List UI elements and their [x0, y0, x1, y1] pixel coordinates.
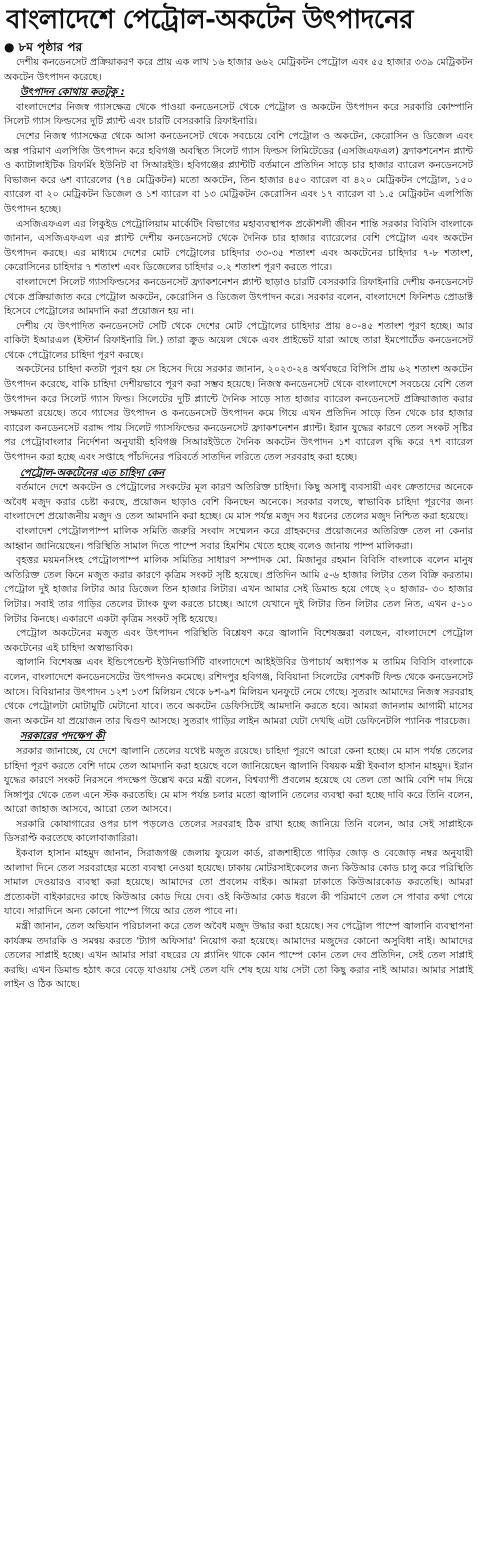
paragraph: বাংলাদেশ পেট্রোলপাম্প মালিক সমিতি জরুরি সংবাদ সম্মেলন করে গ্রাহকদের প্রয়োজনের অতিরিক্ত তেল না কেনার আহ্বান জানিয়েছেন। পরিস্থিতি সামাল দিতে পাম্পে সবার হিমশিম খেতে হচ্ছে বলেও জানায় পাম্প মালিকরা।	[4, 526, 473, 552]
paragraph: বাংলাদেশের নিজস্ব গ্যাসক্ষেত্র থেকে পাওয়া কনডেনসেট থেকে পেট্রোল ও অকটেন উৎপাদন করে সরকারি কোম্পানি সিলেট গ্যাস ফিল্ডসের দুটি প্ল্যান্ট এবং চারটি বেসরকারি রিফাইনারি।	[4, 101, 473, 128]
paragraph: মন্ত্রী জানান, তেল অভিযান পরিচালনা করে তেল অবৈধ মজুদ উদ্ধার করা হয়েছে। সব পেট্রোল পাম্পে জ্বালানি ব্যবস্থাপনা কার্যক্রম তদারকি ও সমন্বয় করতে 'ট্যাগ অফিসার' নিয়োগ করা হয়েছে। আমাদের মজুদের কোনো অসুবিধা নাই। আমাদের তেলের সাপ্লাই হচ্ছে। এখন আমার সারা বছরের যে প্ল্যানিং থাকে কোন পাম্পে কোন তেল দেব প্রতিদিন, সেই তেল সাপ্লাই করছি। এখন ডিমান্ড হঠাৎ করে বেড়ে যাওয়ায় সেই তেল যদি শেষ হয়ে যায় সেটা তো কিছু করার নাই আমার। আমার সাপ্লাই লাইন ও ঠিক আছে।	[4, 921, 473, 991]
paragraph: ইকবাল হাসান মাহমুদ জানান, সিরাজগঞ্জ জেলায় ফুয়েল কার্ড, রাজশাহীতে গাড়ির জোড় ও বেজোড় নম্বর অনুযায়ী আলাদা দিনে তেল সরবরাহের মতো ব্যবস্থা নেওয়া হয়েছে। ঢাকায় মোটরসাইকেলের জন্য কিউআর কোড চালু করে পরিস্থিতি সামাল দেওয়ারও ব্যবস্থা করা হয়েছে। আমাদের তো প্রবলেম বাইক। আমরা ঢাকাতে কিউআরকোড করতেছি। আমরা প্রত্যেকটা বাইকারদের কাছে কিউআর কোড দিয়ে দেব। ওই কিউআর কোড ধরলে কী পরিমাণে তেল সে পাবার কথা পেয়ে যাবে। সারাদিনে অন্য কোনো পাম্পে গিয়ে আর তেল পাবে না।	[4, 848, 473, 918]
paragraph: পেট্রোল অকটেনের মজুত এবং উৎপাদন পরিস্থিতি বিশ্লেষণ করে জ্বালানি বিশেষজ্ঞরা বলছেন, বাংলাদেশে পেট্রোল অকটেনের এই চাহিদা অস্বাভাবিক।	[4, 628, 473, 654]
paragraph: দেশীয় কনডেনসেট প্রক্রিয়াকরণ করে প্রায় এক লাখ ১৬ হাজার ৬৬২ মেট্রিকটন পেট্রোল এবং ৫৫ হাজার ৩৩৯ মেট্রিকটন অকটেন উৎপাদন করেছে।	[4, 57, 473, 83]
subheading-production: উৎপাদন কোথায় কতটুকু :	[20, 87, 125, 99]
subheading-demand: পেট্রোল-অকটেনের এত চাহিদা কেন	[20, 467, 165, 479]
paragraph: দেশীয় যে উৎপাদিত কনডেনসেট সেটি থেকে দেশের মোট পেট্রোলের চাহিদার প্রায় ৪০-৪৫ শতাংশ পূরণ হচ্ছে। আর বাকিটা ইআরএল (ইস্টার্ন রিফাইনারি লি.) তারা ক্রুড অয়েল থেকে এবং প্রাইভেট যারা আছে তারা ইমপোর্টেড কনডেনসেট থেকে পেট্রোলের চাহিদা পূরণ করছে।	[4, 320, 473, 361]
paragraph: বাংলাদেশে সিলেট গ্যাসফিল্ডসের কনডেনসেট ফ্র্যাকশনেশন প্ল্যান্ট ছাড়াও চারটি বেসরকারি রিফাইনারি দেশীয় কনডেনসেট থেকে প্রক্রিয়াজাত করে পেট্রোল অকটেন, কেরোসিন ও ডিজেল উৎপাদন করে। সরকার বলেন, বাংলাদেশে ফিনিশড প্রোডাক্ট হিসেবে পেট্রোলের আমদানি করা প্রয়োজন হয় না।	[4, 276, 473, 318]
bullet-icon: ●	[4, 40, 15, 54]
paragraph: এসজিএফএল এর লিকুইড পেট্রোলিয়াম মার্কেটিং বিভাগের মহাব্যবস্থাপক প্রকৌশলী জীবন শান্তি সরকার বিবিসি বাংলাকে জানান, এসজিএফএল এর প্ল্যান্ট দেশীয় কনডেনসেট থেকে দৈনিক চার হাজার ব্যারেলের বেশি পেট্রোল এবং অকটেন উৎপাদন করছে। এর মাধ্যমে দেশের মোট পেট্রোলের চাহিদার ৩৩-৩৫ শতাংশ এবং অকটেনের চাহিদার ৭-৮ শতাংশ, কেরোসিনের চাহিদার ৭ শতাংশ এবং ডিজেলের চাহিদার ০.২ শতাংশ পূরণ করতে পারে।	[4, 218, 473, 274]
paragraph: সরকার জানাচ্ছে, যে দেশে জ্বালানি তেলের যথেষ্ট মজুত রয়েছে। চাহিদা পূরণে আরো কেনা হচ্ছে। মে মাস পর্যন্ত তেলের চাহিদা পূরণ করতে বেশি দামে তেল আমদানি করা হয়েছে বলে জানিয়েছেন জ্বালানি বিষয়ক মন্ত্রী ইকবাল হাসান মাহমুদ। ইরান যুদ্ধের কারণে সংকট নিরসনে পদক্ষেপ উল্লেখ করে মন্ত্রী বলেন, বিশ্বব্যাপী প্রবলেম হয়েছে যে তেল তো আমি বেশি দাম দিয়ে সিঙ্গাপুর থেকে তেল এনে স্টক করতেছি। মে মাস পর্যন্ত চলার মতো জ্বালানি তেলের ব্যবস্থা করা হচ্ছে দাবি করে তিনি বলেন, আরো জাহাজ আসবে, আরো তেল আসবে।	[4, 745, 473, 816]
subheading-government-steps: সরকারের পদক্ষেপ কী	[20, 731, 105, 743]
article-body	[0, 56, 478, 993]
paragraph: জ্বালানি বিশেষজ্ঞ এবং ইন্ডিপেন্ডেন্ট ইউনিভার্সিটি বাংলাদেশে আইইউবির উপাচার্য অধ্যাপক ম তামিম বিবিসি বাংলাকে বলেন, বাংলাদেশে কনডেনসেটের উৎপাদনও কমেছে। রশিদপুর হবিগঞ্জ, বিবিয়ানা সিলেটের বেশকটি ফিল্ড থেকে কনডেনসেট আসে। বিবিয়ানার উৎপাদন ১২শ ১৩শ মিলিয়ন থেকে ৮শ-৯শ মিলিয়ন ঘনফুটে নেমে গেছে। সুতরাং আমাদের নিজস্ব সরবরাহ থেকে পেট্রোলটা মোটামুটি মেটানো যাবে। তবে অকটেন ডেফিসিটেই আমদানি করতে হবে। আমরা জানলাম আগামী মাসের জন্য অকটেন যা প্রয়োজন তার দ্বিগুণ আসছে। সুতরাং গাড়ির লাইন আমরা যেটা দেখছি এটা ডেফিনেটলি প্যানিক পারচেজ।	[4, 657, 473, 727]
paragraph: সরকারি কোষাগারের ওপর চাপ পড়লেও তেলের সরবরাহ ঠিক রাখা হচ্ছে জানিয়ে তিনি বলেন, আর সেই সাপ্লাইকে ডিসরাপ্ট করতেছে কালোবাজারিরা।	[4, 818, 473, 845]
headline: বাংলাদেশে পেট্রোল-অকটেন উৎপাদনের	[6, 5, 414, 35]
paragraph: বৃহত্তর ময়মনসিংহ পেট্রোলপাম্প মালিক সমিতির সাধারণ সম্পাদক মো. মিজানুর রহমান বিবিসি বাংলাকে বলেন মানুষ অতিরিক্ত তেল কিনে মজুত করার কারণে কৃত্রিম সংকট সৃষ্টি হয়েছে। প্রতিদিন আমি ৫-৬ হাজার লিটার তেল বিক্রি করতাম। পেট্রোল দুই হাজার লিটার আর ডিজেল তিন হাজার লিটার। এখন আমার সেই ডিমান্ড হয়ে গেছে ২০ হাজার- ৩০ হাজার লিটার। সবাই তার গাড়ির তেলের ট্যাংক ফুল করতে চাচ্ছে। আগে যেখানে দুই লিটার তিন লিটার তেল নিত, এখন ৫-১০ লিটার কিনছে। একারণে একটা কৃত্রিম সংকট সৃষ্টি হয়েছে।	[4, 555, 473, 625]
continuation-line	[4, 39, 478, 55]
continuation-text: ৮ম পৃষ্ঠার পর	[18, 40, 83, 54]
paragraph: দেশের নিজস্ব গ্যাসক্ষেত্র থেকে আসা কনডেনসেট থেকে সবচেয়ে বেশি পেট্রোল ও অকটেন, কেরোসিন ও ডিজেল এবং অল্প পরিমাণ এলপিজি উৎপাদন করে হবিগঞ্জ অবস্থিত সিলেট গ্যাস ফিল্ডস লিমিটেডের (এসজিএফএল) ফ্র্যাকশনেশন প্ল্যান্ট ও ক্যাটালাইটিক রিফর্মিং ইউনিট বা সিআরইউ। হবিগঞ্জের প্ল্যান্টটি বর্তমানে প্রতিদিন সাড়ে চার হাজার ব্যারেল কনডেনসেট বিভাজন করে ৬শ ব্যারেলের (৭৪ মেট্রিকটন) মতো অকটেন, তিন হাজার ৪৫০ ব্যারেল বা ৪২০ মেট্রিকটন পেট্রোল, ১৫০ ব্যারেল বা ২০ মেট্রিকটন ডিজেল ও ১শ ব্যারেল বা ১৩ মেট্রিকটন কেরোসিন এবং ১৭ ব্যারেল বা ১.৫ মেট্রিকটন এলপিজি উৎপাদন হচ্ছে।	[4, 130, 473, 215]
paragraph: বর্তমানে দেশে অকটেন ও পেট্রোলের সংকটের মূল কারণ অতিরিক্ত চাহিদা। কিছু অসাধু ব্যবসায়ী এবং ক্রেতাদের অনেকে অবৈধ মজুদ করার চেষ্টা করছে, প্রয়োজন ছাড়াও বেশি কিনছেন অনেকে। সরকার বলছে, স্বাভাবিক চাহিদা পূরণের জন্য বাংলাদেশে প্রয়োজনীয় মজুদ ও তেল আমদানি করা হচ্ছে। মে মাস পর্যন্ত মজুদ সব ধরনের তেলের মজুদ নিশ্চিত করা হয়েছে।	[4, 482, 473, 523]
paragraph: অকটেনের চাহিদা কতটা পূরণ হয় সে হিসেব দিয়ে সরকার জানান, ২০২৩-২৪ অর্থবছরে বিপিসি প্রায় ৬২ শতাংশ অকটেন উৎপাদন করেছে, বাকি চাহিদা দেশীয়ভাবে পূরণ করা সম্ভব হয়েছে। নিজস্ব কনডেনসেট থেকে বাংলাদেশে সবচেয়ে বেশি তেল উৎপাদন করে সিলেট গ্যাস ফিল্ড। সিলেটের দুটি প্ল্যান্টে দৈনিক সাড়ে সাত হাজার ব্যারেল কনডেনসেট প্রক্রিয়াজাত করার সক্ষমতা রয়েছে। তবে গ্যাসের উৎপাদন ও কনডেনসেট উৎপাদন কমে গিয়ে এখন প্রতিদিন সাড়ে তিন থেকে চার হাজার ব্যারেল কনডেনসেট বরাদ্দ পায় সিলেট গ্যাসফিল্ডের কনডেনসেট ফ্র্যাকশনেশন প্ল্যান্ট। ইরান যুদ্ধের কারণে তেল সংকট সৃষ্টির পর পেট্রোবাংলার নির্দেশনা অনুযায়ী হবিগঞ্জ সিআরইউতে দৈনিক অকটেন উৎপাদন ১শ ব্যারেল বৃদ্ধি করে ৭শ ব্যারেল উৎপাদন করা হচ্ছে এবং সপ্তাহে পাঁচদিনের পরিবর্তে সাতদিন লরিতে তেল সরবরাহ করা হচ্ছে।	[4, 364, 473, 464]
